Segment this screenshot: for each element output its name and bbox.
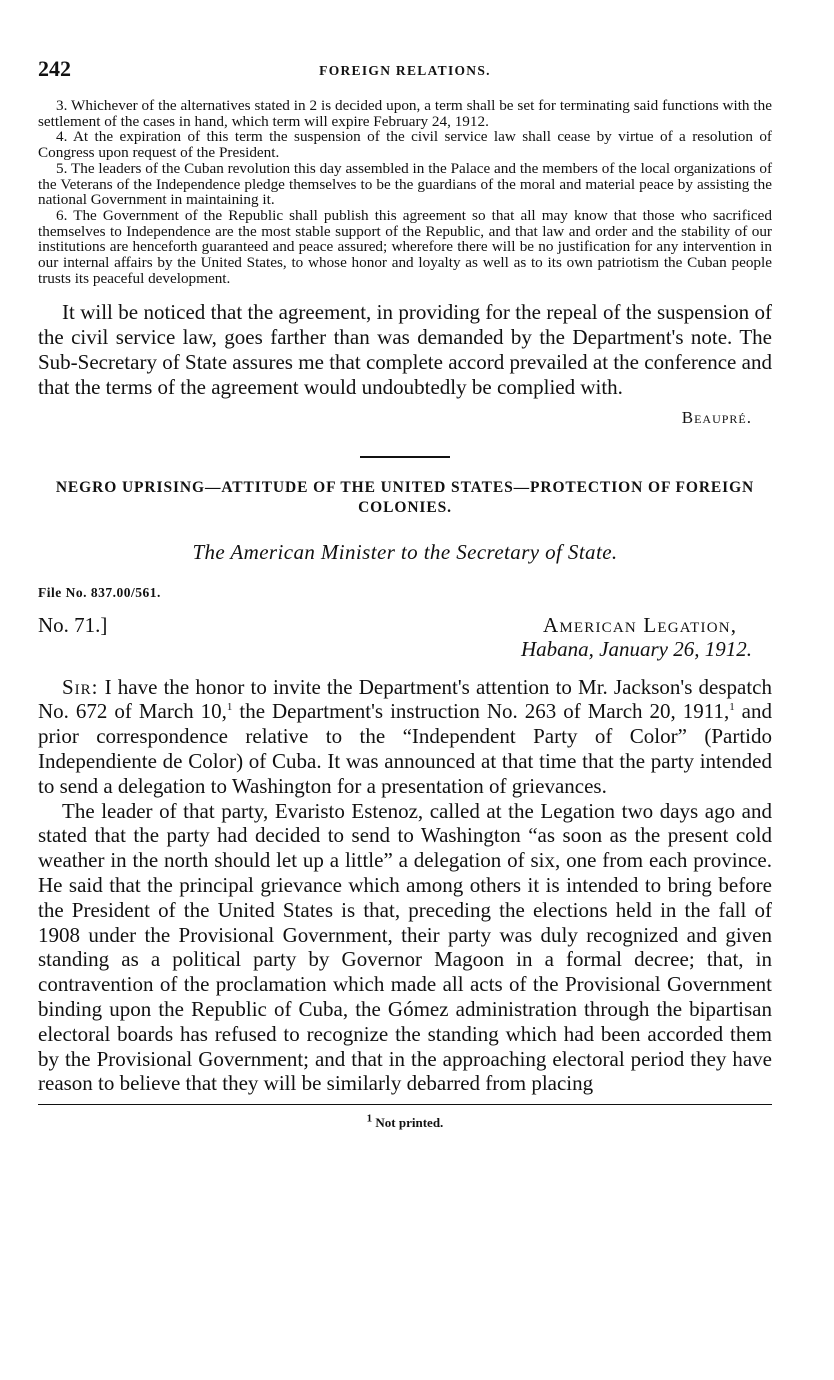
footnote-ref: 1 xyxy=(729,701,735,714)
dispatch-number: No. 71.] xyxy=(38,612,108,637)
file-number: File No. 837.00/561. xyxy=(38,584,161,600)
dispatch-date: January 26, 1912. xyxy=(599,636,752,661)
page-number: 242 xyxy=(38,56,71,81)
clause-3: 3. Whichever of the alternatives stated in 2 is decided upon, a term shall be set for terminating said functions with the settlement of the cases in hand, which term will expire February 24, 1912. xyxy=(38,97,772,130)
clause-4: 4. At the expiration of this term the suspension of the civil service law shall cease by virtue of a resolution of Congress upon request of the President. xyxy=(38,128,772,162)
letter-paragraph-1 xyxy=(38,675,772,799)
page-header xyxy=(38,56,772,90)
letter-para1-b: the Department's instruction No. 263 of March 20, 1911, xyxy=(232,699,730,724)
signature: Beaupré. xyxy=(681,407,752,427)
footnote-ref: 1 xyxy=(226,701,233,714)
document-page xyxy=(38,56,772,1131)
section-divider xyxy=(360,456,450,458)
dateline xyxy=(38,613,772,671)
legation-block xyxy=(521,613,752,661)
letter-para1-a: I have the honor to invite the Department's attention to Mr. Jackson's despatch No. 672 of March 10, xyxy=(38,674,772,724)
dispatch-place: Habana, xyxy=(521,636,594,661)
footnote-marker: 1 xyxy=(366,1112,373,1125)
clause-6: 6. The Government of the Republic shall publish this agreement so that all may know that those who sacrificed themselves to Independence are the most stable support of the Republic, and that law and order and the stability of our institutions are henceforth guaranteed and peace assured; wherefore there will be no justification for any intervention in our internal affairs by the United States, to whose honor and loyalty as well as to its own patriotism the Cuban people trusts its peaceful development. xyxy=(38,206,772,287)
clause-5: 5. The leaders of the Cuban revolution this day assembled in the Palace and the members of the local organizations of the Veterans of the Independence pledge themselves to be the guardians of the moral and material peace by assisting the national Government in maintaining it. xyxy=(38,159,772,209)
footnote xyxy=(38,1112,772,1131)
agreement-clauses xyxy=(38,98,772,286)
letter-body xyxy=(38,675,772,1097)
running-head: FOREIGN RELATIONS. xyxy=(319,63,491,78)
footnote-rule xyxy=(38,1104,772,1105)
letter-para1-c: and prior correspondence relative to the “Independent Party of Color” (Partido Independiente de Color) of Cuba. It was announced at that time that the party intended to send a delegation to Washington for a presentation of grievances. xyxy=(38,699,773,798)
section-title: NEGRO UPRISING—ATTITUDE OF THE UNITED STATES—PROTECTION OF FOREIGN COLONIES. xyxy=(55,478,755,516)
closing-paragraph: It will be noticed that the agreement, in providing for the repeal of the suspension of the civil service law, goes farther than was demanded by the Department's note. The Sub-Secretary of State assures me that complete accord prevailed at the conference and that the terms of the agreement would undoubtedly be complied with. xyxy=(38,300,772,399)
document-subheading: The American Minister to the Secretary of State. xyxy=(192,539,618,564)
legation-name: American Legation, xyxy=(543,612,738,637)
footnote-text: Not printed. xyxy=(375,1115,444,1131)
dispatch-place-date xyxy=(521,637,752,661)
letter-paragraph-2: The leader of that party, Evaristo Estenoz, called at the Legation two days ago and stated that the party had decided to send to Washington “as soon as the present cold weather in the north should let up a little” a delegation of six, one from each province. He said that the principal grievance which among others it is intended to bring before the President of the United States is that, preceding the elections held in the fall of 1908 under the Provisional Government, their party was duly recognized and given standing as a political party by Governor Magoon in a formal decree; that, in contravention of the proclamation which made all acts of the Provisional Government binding upon the Republic of Cuba, the Gómez administration through the bipartisan electoral boards has refused to recognize the standing which had been accorded them by the Provisional Government; and that in the approaching electoral period they have reason to believe that they will be similarly debarred from placing xyxy=(38,798,772,1096)
salutation: Sir: xyxy=(62,674,99,699)
